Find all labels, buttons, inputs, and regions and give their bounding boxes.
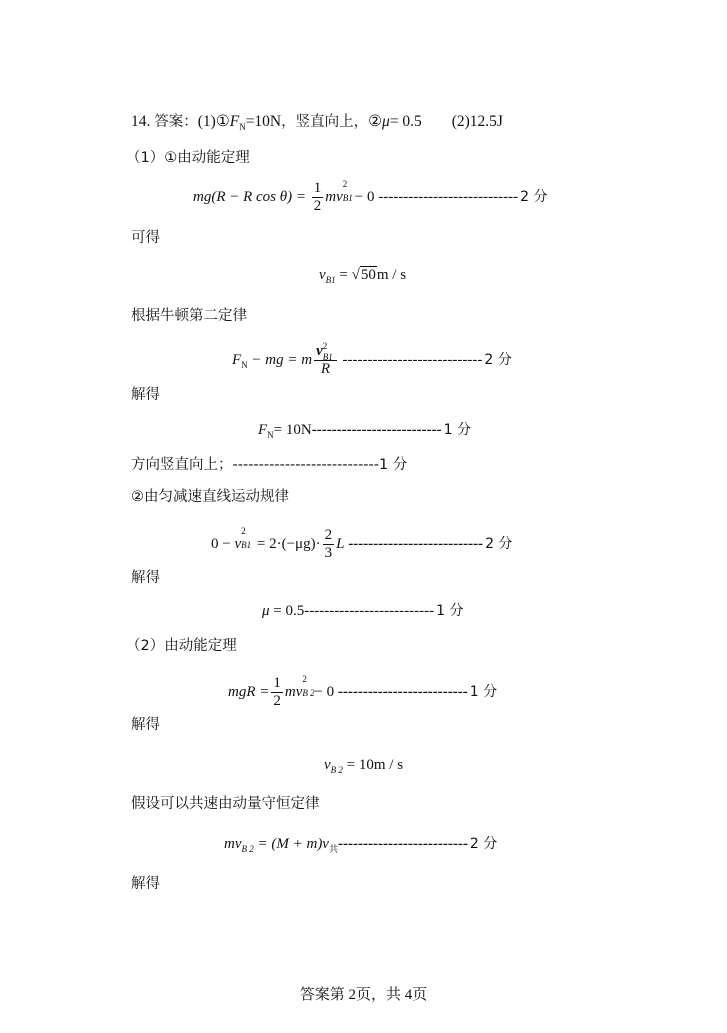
eq5-den: 3 xyxy=(324,545,333,561)
eq3-num-v: v xyxy=(316,343,323,359)
jie-de-label-2: 解得 xyxy=(131,570,160,586)
question-number: 14. xyxy=(131,113,151,130)
jie-de-label-4: 解得 xyxy=(131,876,160,892)
eq1-den: 2 xyxy=(313,198,322,214)
fn-subscript: N xyxy=(239,122,246,132)
eq6-mu: μ xyxy=(262,603,270,619)
eq5-lhs: 0 − xyxy=(211,535,235,552)
eq1-fraction xyxy=(312,180,324,215)
jie-de-label-3: 解得 xyxy=(131,717,160,733)
part1-label: (1)① xyxy=(197,113,230,130)
equation-velocity-b2 xyxy=(324,755,403,780)
circle-two: ② xyxy=(368,113,383,130)
fn-value: =10N xyxy=(245,113,282,130)
eq7-lhs: mgR = xyxy=(228,683,270,700)
equation-deceleration xyxy=(211,527,512,562)
eq4-dashes: -------------------------- xyxy=(311,422,442,438)
eq5-dashes: --------------------------- xyxy=(348,535,484,552)
eq1-score: 2 分 xyxy=(520,188,548,205)
eq1-tail: − 0 xyxy=(354,188,375,205)
section2-title: （2）由动能定理 xyxy=(126,638,237,654)
eq2-v: v xyxy=(319,267,326,283)
eq2-sub: B1 xyxy=(325,275,336,285)
eq1-mv: mv xyxy=(325,188,343,205)
eq1-num: 1 xyxy=(313,180,322,196)
equation-energy-1 xyxy=(193,180,547,215)
eq4-fn-sub: N xyxy=(267,430,274,440)
eq7-den: 2 xyxy=(273,693,281,709)
eq5-num: 2 xyxy=(324,527,333,543)
eq9-dashes: -------------------------- xyxy=(338,836,468,852)
ke-de-label: 可得 xyxy=(131,230,160,246)
eq3-lhs: − mg = m xyxy=(251,351,313,368)
eq5-fraction xyxy=(323,527,335,562)
momentum-title: 假设可以共速由动量守恒定律 xyxy=(131,796,320,812)
answer-header xyxy=(131,112,503,137)
eq9-sub-gong: 共 xyxy=(328,845,338,855)
eq3-fn: F xyxy=(232,351,242,368)
eq9-mv: mv xyxy=(224,836,242,852)
eq3-num: v 2 B1 xyxy=(314,343,337,361)
eq1-supsub: 2 B1 xyxy=(342,179,353,203)
eq8-v: v xyxy=(324,757,331,773)
equation-mu-result xyxy=(262,601,463,621)
eq5-mid: = 2·(−μg)· xyxy=(253,535,321,552)
newton-title: 根据牛顿第二定律 xyxy=(131,308,247,324)
equation-velocity-b1 xyxy=(319,265,406,290)
eq7-score: 1 分 xyxy=(469,683,498,700)
eq9-mid: = (M + m)v xyxy=(253,836,329,852)
eq6-rhs: = 0.5 xyxy=(269,603,305,619)
eq3-fraction xyxy=(314,343,337,378)
eq9-sub: B 2 xyxy=(241,844,254,854)
eq3-dashes: ---------------------------- xyxy=(342,351,483,368)
equation-newton xyxy=(232,343,512,378)
eq4-rhs: = 10N xyxy=(273,422,312,438)
equation-momentum xyxy=(224,834,497,860)
eq7-mv: mv xyxy=(284,683,303,700)
part2-answer: (2)12.5J xyxy=(451,113,503,130)
eq5-v: v xyxy=(234,535,242,552)
eq6-score: 1 分 xyxy=(436,603,464,619)
answer-label: 答案： xyxy=(154,114,198,130)
comma: ， xyxy=(281,114,296,130)
eq3-den: R xyxy=(320,361,331,377)
page-footer: 答案第 2页，共 4页 xyxy=(299,987,428,1003)
jie-de-label-1: 解得 xyxy=(131,387,160,403)
eq7-fraction xyxy=(271,675,283,710)
eq4-fn: F xyxy=(258,422,268,438)
equation-energy-2 xyxy=(228,675,497,710)
eq8-rhs: = 10m / s xyxy=(342,757,404,773)
eq5-supsub: 2 B1 xyxy=(241,526,252,550)
section1b-title: ②由匀减速直线运动规律 xyxy=(131,489,289,505)
mu-value: = 0.5 xyxy=(389,113,422,130)
eq7-tail: − 0 xyxy=(314,683,335,700)
eq3-score: 2 分 xyxy=(484,351,512,368)
eq9-score: 2 分 xyxy=(469,836,498,852)
eq4-score: 1 分 xyxy=(443,422,471,438)
sqrt-symbol: √50 xyxy=(351,267,376,283)
eq7-supsub: 2 B 2 xyxy=(302,674,315,698)
eq8-sub: B 2 xyxy=(330,765,343,775)
equation-fn-result xyxy=(258,420,471,445)
eq5-L: L xyxy=(336,535,345,552)
eq2-eq: = xyxy=(335,267,352,283)
direction-line: 方向竖直向上；----------------------------1 分 xyxy=(131,457,408,473)
section1-title: （1）①由动能定理 xyxy=(126,150,250,166)
eq6-dashes: -------------------------- xyxy=(304,603,435,619)
eq1-dashes: ---------------------------- xyxy=(378,188,519,205)
eq2-unit: m / s xyxy=(376,267,407,283)
fn-symbol: F xyxy=(229,113,240,130)
eq7-dashes: -------------------------- xyxy=(337,683,468,700)
eq7-num: 1 xyxy=(273,675,281,691)
eq1-lhs: mg(R − R cos θ) = xyxy=(193,188,307,205)
eq3-fn-sub: N xyxy=(241,359,248,370)
mu-symbol: μ xyxy=(382,113,390,130)
eq5-score: 2 分 xyxy=(485,535,513,552)
direction-text: 竖直向上， xyxy=(295,114,369,130)
eq2-radicand: 50 xyxy=(360,267,376,283)
